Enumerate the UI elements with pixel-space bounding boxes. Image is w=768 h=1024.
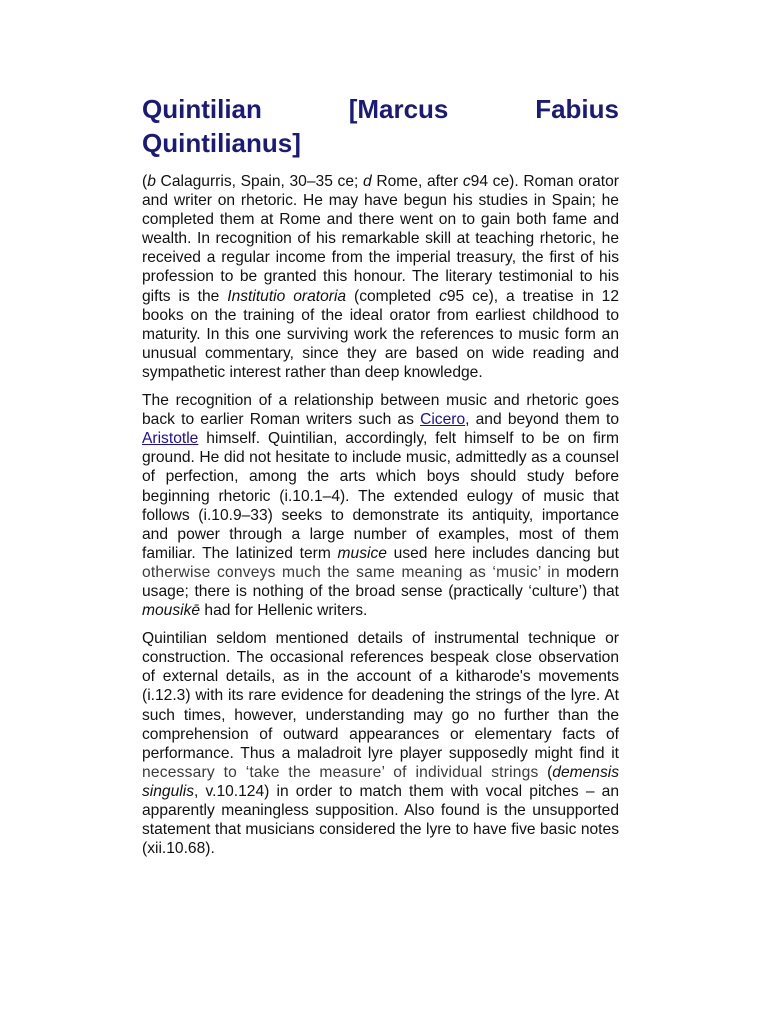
article-title: Quintilian [Marcus Fabius Quintilianus] [142, 94, 619, 158]
paragraph-3: Quintilian seldom mentioned details of instrumental technique or construction. The occasional references bespeak close observation of external details, as in the account of a kitharode's movements (i.12.3) with its rare evidence for deadening the strings of the lyre. At such times, however, understanding may go no further than the comprehension of outward appearances or elementary facts of performance. Thus a maladroit lyre player supposedly might find it necessary to ‘take the measure’ of individual strings (demensis singulis, v.10.124) in order to match them with vocal pitches – an apparently meaningless supposition. Also found is the unsupported statement that musicians considered the lyre to have five basic notes (xii.10.68). [142, 630, 620, 858]
article [142, 92, 619, 867]
circa-abbrev: c [439, 287, 447, 305]
died-abbrev: d [363, 173, 372, 190]
term-demensis-singulis: demensis singulis [142, 763, 620, 800]
aristotle-link[interactable]: Aristotle [142, 430, 199, 448]
paragraph-1: (b Calagurris, Spain, 30–35 ce; d Rome, after c94 ce). Roman orator and writer on rhetoric. He may have begun his studies in Spain; he completed them at Rome and there went on to gain both fame and wealth. In recognition of his remarkable skill at teaching rhetoric, he received a regular income from the imperial treasury, the first of his profession to be granted this honour. The literary testimonial to his gifts is the Institutio oratoria (completed c95 ce), a treatise in 12 books on the training of the ideal orator from earliest childhood to maturity. In this one surviving work the references to music form an unusual commentary, since they are based on wide reading and sympathetic interest rather than deep knowledge. [142, 173, 620, 381]
paragraph-2: The recognition of a relationship between music and rhetoric goes back to earlier Roman writers such as Cicero, and beyond them to Aristotle himself. Quintilian, accordingly, felt himself to be on firm ground. He did not hesitate to include music, admittedly as a counsel of perfection, among the arts which boys should study before beginning rhetoric (i.10.1–4). The extended eulogy of music that follows (i.10.9–33) seeks to demonstrate its antiquity, importance and power through a large number of examples, most of them familiar. The latinized term musice used here includes dancing but otherwise conveys much the same meaning as ‘music’ in modern usage; there is nothing of the broad sense (practically ‘culture’) that mousikē had for Hellenic writers. [142, 392, 619, 620]
term-musice: musice [337, 544, 387, 562]
born-abbrev: b [147, 173, 156, 190]
cicero-link[interactable]: Cicero [420, 411, 466, 429]
circa-abbrev: c [462, 173, 471, 190]
term-mousike: mousikē [142, 602, 201, 620]
work-title: Institutio oratoria [227, 287, 347, 305]
